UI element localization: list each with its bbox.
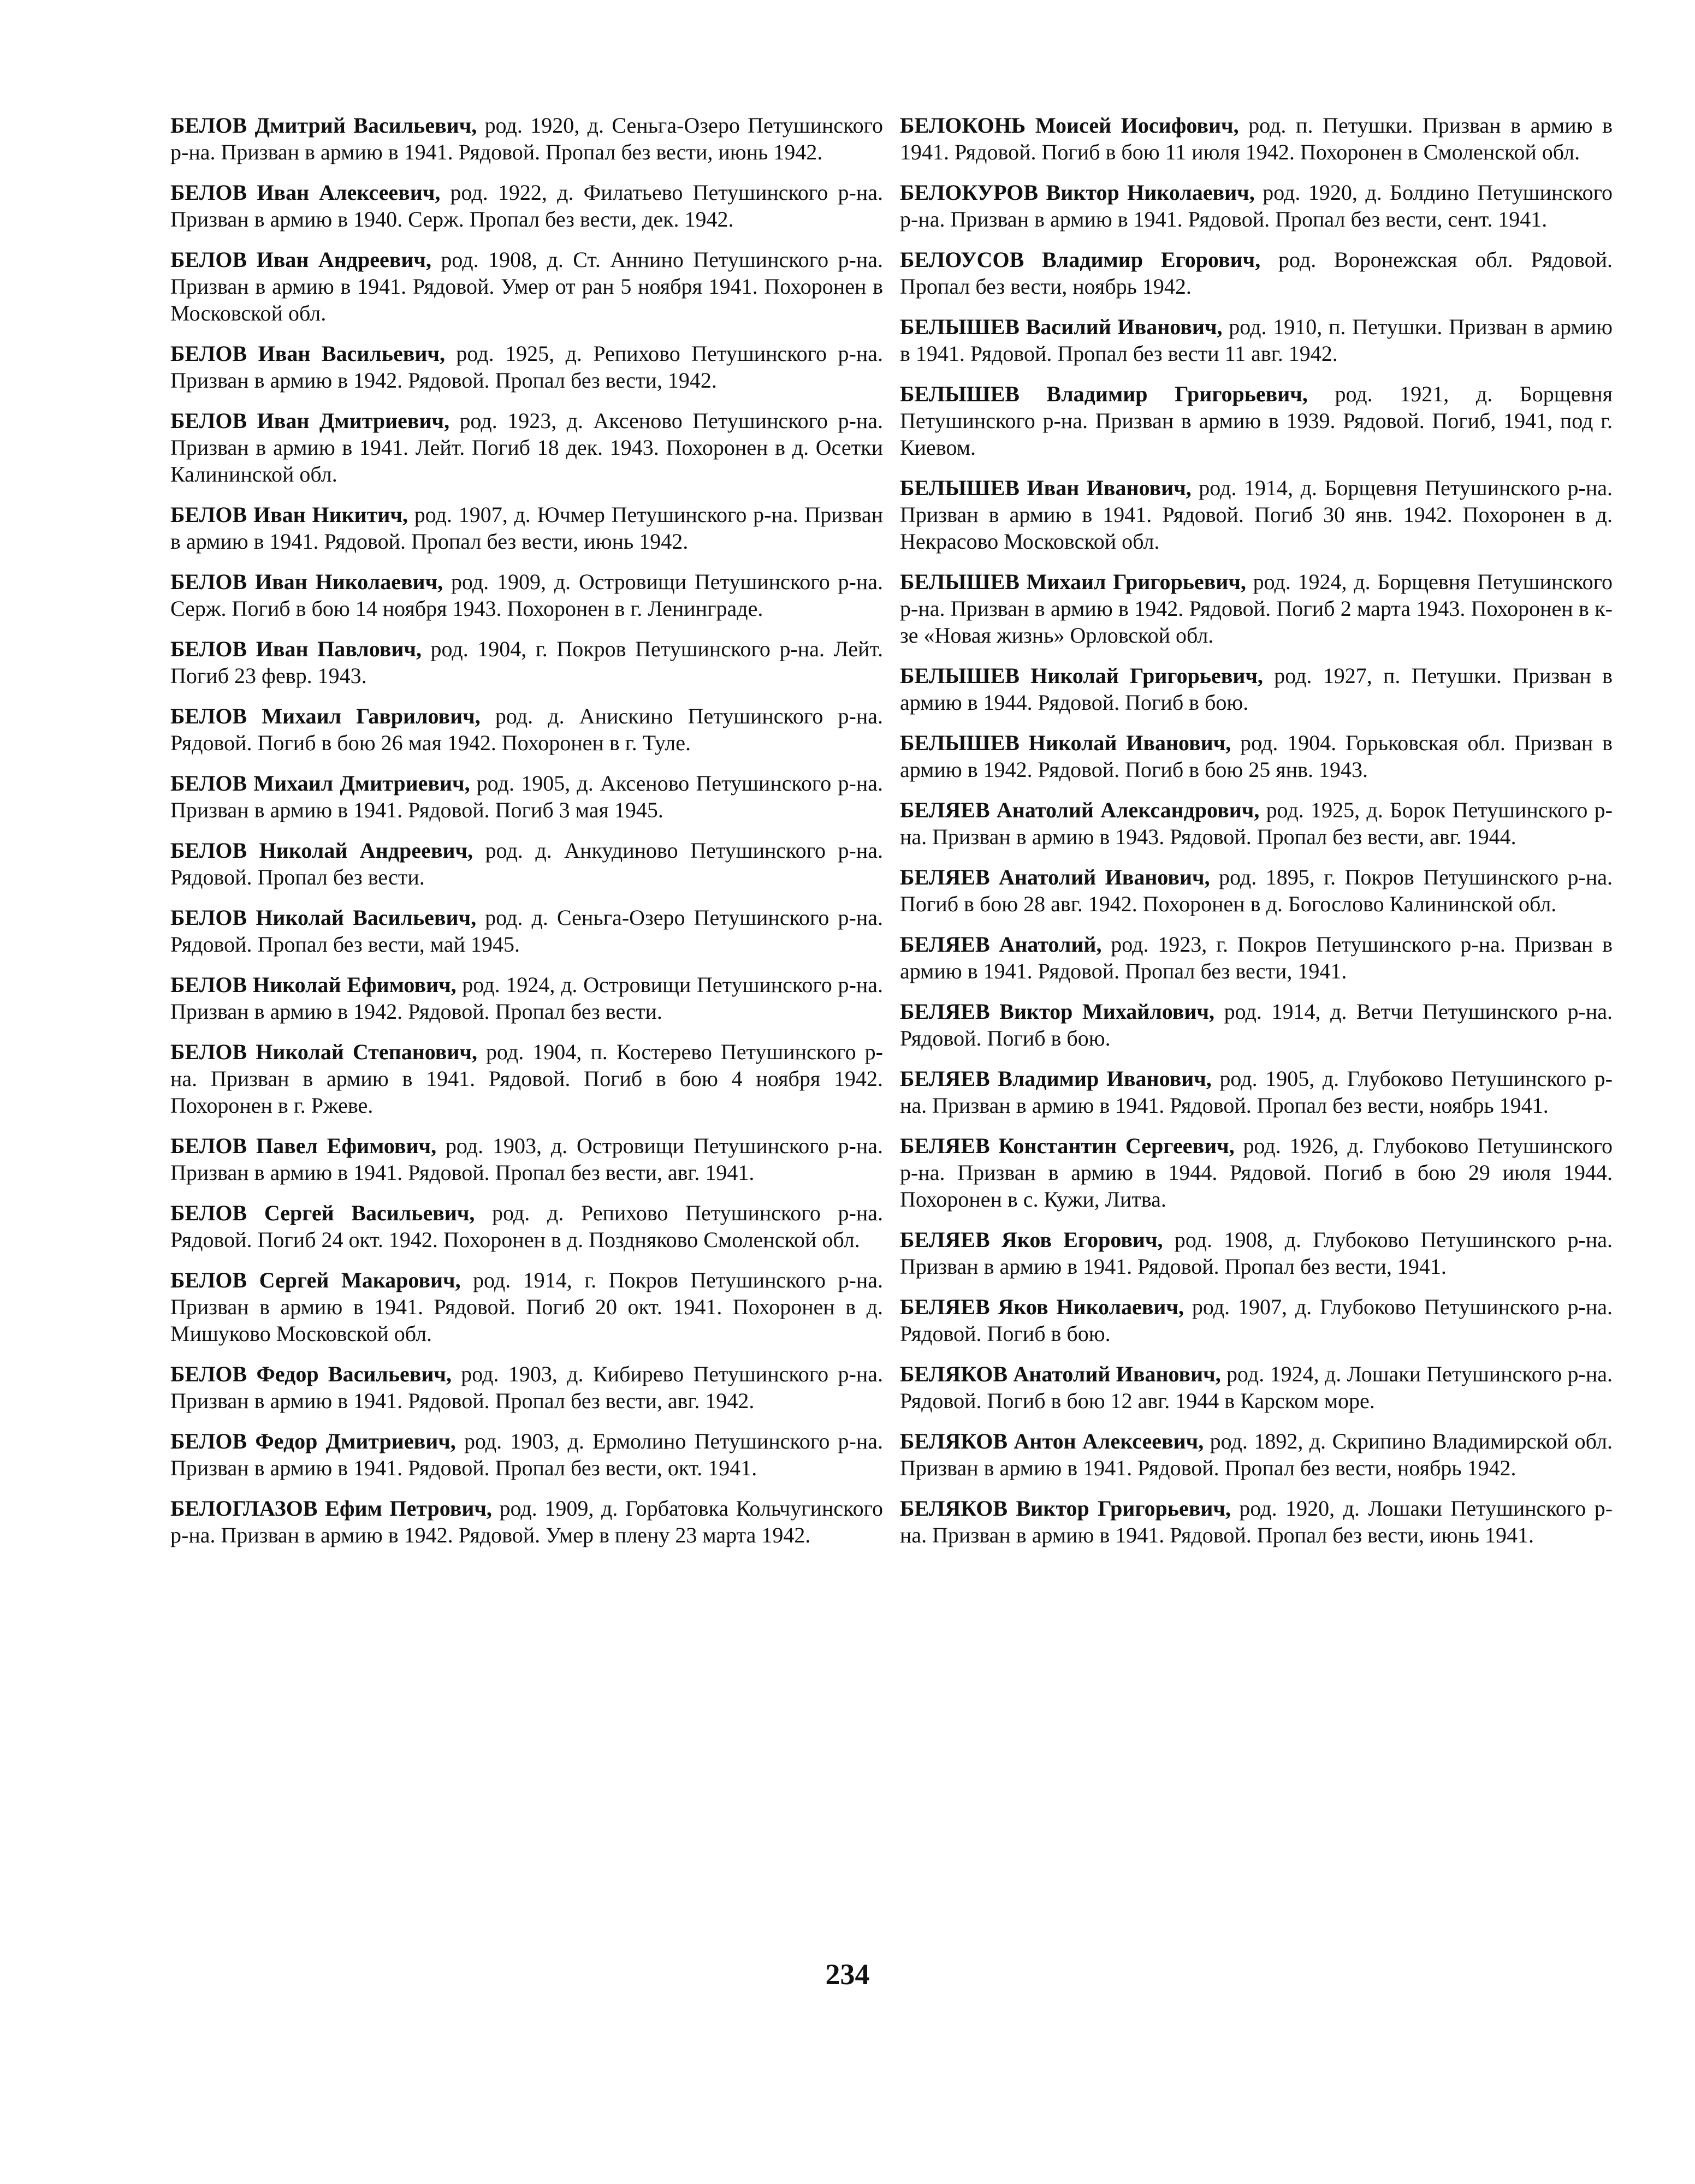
entry-name: БЕЛЫШЕВ Владимир Григорьевич, [900, 382, 1308, 406]
entry-text: род. 1908, д. Глубоково Петушинского р-на. Призван в армию в 1941. Рядовой. Пропал без вести, 1941. [900, 1227, 1613, 1279]
biographical-entry [900, 1428, 1613, 1481]
biographical-entry [170, 340, 883, 394]
entry-text: род. 1905, д. Глубоково Петушинского р-на. Призван в армию в 1941. Рядовой. Пропал без вести, ноябрь 1941. [900, 1066, 1613, 1118]
entry-text: род. 1903, д. Островищи Петушинского р-на. Призван в армию в 1941. Рядовой. Пропал без вести, авг. 1941. [170, 1133, 884, 1185]
entry-name: БЕЛОВ Николай Ефимович, [170, 972, 457, 997]
biographical-entry [900, 998, 1613, 1052]
entry-text: род. 1924, д. Лошаки Петушинского р-на. Рядовой. Погиб в бою 12 авг. 1944 в Карском море. [900, 1362, 1613, 1413]
entry-text: род. 1905, д. Аксеново Петушинского р-на. Призван в армию в 1941. Рядовой. Погиб 3 мая 1945. [170, 771, 883, 822]
entry-name: БЕЛОВ Иван Васильевич, [170, 341, 445, 366]
biographical-entry [900, 864, 1613, 917]
entry-text: род. 1920, д. Лошаки Петушинского р-на. Призван в армию в 1941. Рядовой. Пропал без вести, июнь 1941. [900, 1496, 1613, 1547]
entry-name: БЕЛОГЛАЗОВ Ефим Петрович, [170, 1496, 492, 1521]
entry-text: род. 1909, д. Островищи Петушинского р-на. Серж. Погиб в бою 14 ноября 1943. Похоронен в г. Ленинграде. [170, 569, 883, 621]
entry-text: род. 1904, г. Покров Петушинского р-на. Лейт. Погиб 23 февр. 1943. [170, 637, 884, 688]
biographical-entry [900, 381, 1613, 461]
entry-text: род. 1914, г. Покров Петушинского р-на. Призван в армию в 1941. Рядовой. Погиб 20 окт. 1941. Похоронен в д. Мишуково Московской обл. [170, 1268, 883, 1346]
biographical-entry [900, 662, 1613, 716]
entry-text: род. 1923, д. Аксеново Петушинского р-на. Призван в армию в 1941. Лейт. Погиб 18 дек. 1943. Похоронен в д. Осетки Калининской обл. [170, 408, 883, 486]
entry-text: род. 1904, п. Костерево Петушинского р-на. Призван в армию в 1941. Рядовой. Погиб в бою 4 ноября 1942. Похоронен в г. Ржеве. [170, 1040, 883, 1118]
entry-name: БЕЛОУСОВ Владимир Егорович, [900, 247, 1261, 272]
entry-text: род. 1895, г. Покров Петушинского р-на. Погиб в бою 28 авг. 1942. Похоронен в д. Богослово Калининской обл. [900, 865, 1613, 916]
entry-name: БЕЛЯЕВ Константин Сергеевич, [900, 1133, 1235, 1158]
biographical-entry [900, 313, 1613, 367]
biographical-entry [170, 1132, 883, 1186]
biographical-entry [900, 931, 1613, 984]
entry-name: БЕЛЯЕВ Владимир Иванович, [900, 1066, 1212, 1091]
entry-text: род. 1926, д. Глубоково Петушинского р-на. Призван в армию в 1944. Рядовой. Погиб в бою 29 июля 1944. Похоронен в с. Кужи, Литва. [900, 1133, 1613, 1212]
biographical-entry [170, 501, 883, 555]
entry-name: БЕЛОВ Михаил Дмитриевич, [170, 771, 470, 796]
entry-name: БЕЛЯКОВ Антон Алексеевич, [900, 1429, 1204, 1453]
entry-name: БЕЛЯЕВ Анатолий, [900, 932, 1102, 957]
entry-text: род. д. Анкудиново Петушинского р-на. Рядовой. Пропал без вести. [170, 838, 883, 889]
entry-name: БЕЛЫШЕВ Николай Иванович, [900, 731, 1231, 755]
entry-text: род. 1907, д. Ючмер Петушинского р-на. Призван в армию в 1941. Рядовой. Пропал без вести, июнь 1942. [170, 502, 883, 554]
biographical-entry [170, 636, 883, 689]
entry-name: БЕЛОВ Михаил Гаврилович, [170, 704, 481, 728]
entry-text: род. 1903, д. Ермолино Петушинского р-на. Призван в армию в 1941. Рядовой. Пропал без вести, окт. 1941. [170, 1429, 883, 1480]
entry-name: БЕЛОВ Николай Андреевич, [170, 838, 473, 863]
entry-name: БЕЛОВ Иван Никитич, [170, 502, 408, 527]
biographical-entry [170, 1038, 883, 1119]
entry-text: род. д. Анискино Петушинского р-на. Рядовой. Погиб в бою 26 мая 1942. Похоронен в г. Туле. [170, 704, 884, 755]
entry-text: род. 1925, д. Репихово Петушинского р-на. Призван в армию в 1942. Рядовой. Пропал без вести, 1942. [170, 341, 883, 393]
entry-text: род. 1909, д. Горбатовка Кольчугинского р-на. Призван в армию в 1942. Рядовой. Умер в плену 23 марта 1942. [170, 1496, 883, 1547]
biographical-entry [900, 1226, 1613, 1280]
entry-name: БЕЛЫШЕВ Василий Иванович, [900, 314, 1223, 339]
entry-name: БЕЛЯЕВ Яков Егорович, [900, 1227, 1163, 1252]
biographical-entry [900, 1065, 1613, 1119]
page-number: 234 [825, 1958, 870, 1991]
entry-name: БЕЛОКОНЬ Моисей Иосифович, [900, 113, 1239, 138]
entry-name: БЕЛОВ Сергей Макарович, [170, 1268, 461, 1292]
entry-text: род. 1910, п. Петушки. Призван в армию в 1941. Рядовой. Пропал без вести 11 авг. 1942. [900, 314, 1613, 366]
entry-name: БЕЛЫШЕВ Николай Григорьевич, [900, 663, 1263, 688]
biographical-entry [170, 703, 883, 756]
biographical-entry [900, 1132, 1613, 1213]
entry-name: БЕЛОВ Федор Васильевич, [170, 1362, 452, 1386]
entry-text: род. 1907, д. Глубоково Петушинского р-на. Рядовой. Погиб в бою. [900, 1295, 1613, 1346]
entry-name: БЕЛОВ Иван Павлович, [170, 637, 422, 661]
biographical-entry [170, 1361, 883, 1414]
entry-text: род. д. Сеньга-Озеро Петушинского р-на. Рядовой. Пропал без вести, май 1945. [170, 905, 883, 957]
entry-name: БЕЛОКУРОВ Виктор Николаевич, [900, 180, 1255, 205]
entry-name: БЕЛОВ Иван Николаевич, [170, 569, 443, 594]
entry-name: БЕЛОВ Федор Дмитриевич, [170, 1429, 456, 1453]
entry-name: БЕЛОВ Николай Васильевич, [170, 905, 477, 930]
biographical-entry [170, 112, 883, 165]
biographical-entry [900, 112, 1613, 165]
entry-name: БЕЛЯКОВ Виктор Григорьевич, [900, 1496, 1231, 1521]
entry-name: БЕЛЯЕВ Виктор Михайлович, [900, 999, 1215, 1024]
entry-name: БЕЛОВ Сергей Васильевич, [170, 1201, 475, 1225]
biographical-entry [900, 1495, 1613, 1548]
entry-name: БЕЛОВ Иван Дмитриевич, [170, 408, 450, 433]
biographical-entry [170, 971, 883, 1025]
entry-name: БЕЛЫШЕВ Михаил Григорьевич, [900, 569, 1246, 594]
biographical-entry [170, 407, 883, 488]
biographical-entry [900, 797, 1613, 850]
entry-name: БЕЛОВ Дмитрий Васильевич, [170, 113, 477, 138]
entry-text: род. 1904. Горьковская обл. Призван в армию в 1942. Рядовой. Погиб в бою 25 янв. 1943. [900, 731, 1613, 782]
entry-text: род. 1914, д. Ветчи Петушинского р-на. Рядовой. Погиб в бою. [900, 999, 1613, 1051]
entry-text: род. п. Петушки. Призван в армию в 1941. Рядовой. Погиб в бою 11 июля 1942. Похоронен в Смоленской обл. [900, 113, 1613, 164]
entry-text: род. 1920, д. Сеньга-Озеро Петушинского р-на. Призван в армию в 1941. Рядовой. Пропал без вести, июнь 1942. [170, 113, 883, 164]
entry-text: род. 1924, д. Островищи Петушинского р-на. Призван в армию в 1942. Рядовой. Пропал без вести. [170, 972, 883, 1024]
biographical-entry [900, 474, 1613, 555]
biographical-entry [900, 729, 1613, 783]
entry-name: БЕЛЯЕВ Анатолий Иванович, [900, 865, 1210, 889]
biographical-entry [170, 1428, 883, 1481]
biographical-entry [170, 770, 883, 823]
entry-text: род. 1927, п. Петушки. Призван в армию в 1944. Рядовой. Погиб в бою. [900, 663, 1613, 715]
biographical-entry [900, 179, 1613, 233]
entry-name: БЕЛОВ Николай Степанович, [170, 1040, 477, 1064]
entry-text: род. 1903, д. Кибирево Петушинского р-на. Призван в армию в 1941. Рядовой. Пропал без вести, авг. 1942. [170, 1362, 883, 1413]
entry-text: род. 1892, д. Скрипино Владимирской обл. Призван в армию в 1941. Рядовой. Пропал без вести, ноябрь 1942. [900, 1429, 1613, 1480]
biographical-entry [170, 246, 883, 327]
biographical-entry [170, 1200, 883, 1253]
left-column [170, 112, 883, 1562]
entry-name: БЕЛОВ Иван Алексеевич, [170, 180, 441, 205]
entry-text: род. 1914, д. Борщевня Петушинского р-на. Призван в армию в 1941. Рядовой. Погиб 30 янв. 1942. Похоронен в д. Некрасово Московской обл. [900, 476, 1613, 554]
biographical-entry [900, 1293, 1613, 1347]
entry-name: БЕЛЯКОВ Анатолий Иванович, [900, 1362, 1221, 1386]
biographical-entry [900, 1361, 1613, 1414]
entry-text: род. 1924, д. Борщевня Петушинского р-на. Призван в армию в 1942. Рядовой. Погиб 2 марта 1943. Похоронен в к-зе «Новая жизнь» Орловской обл. [900, 569, 1613, 648]
biographical-entry [170, 1495, 883, 1548]
entry-text: род. 1908, д. Ст. Аннино Петушинского р-на. Призван в армию в 1941. Рядовой. Умер от ран 5 ноября 1941. Похоронен в Московской обл. [170, 247, 883, 325]
entry-name: БЕЛЫШЕВ Иван Иванович, [900, 476, 1192, 500]
biographical-entry [900, 568, 1613, 649]
entry-name: БЕЛОВ Иван Андреевич, [170, 247, 431, 272]
biographical-entry [170, 1267, 883, 1347]
entry-name: БЕЛОВ Павел Ефимович, [170, 1133, 437, 1158]
entry-text: род. 1923, г. Покров Петушинского р-на. Призван в армию в 1941. Рядовой. Пропал без вести, 1941. [900, 932, 1613, 983]
entry-text: род. 1922, д. Филатьево Петушинского р-на. Призван в армию в 1940. Серж. Пропал без вести, дек. 1942. [170, 180, 883, 232]
biographical-entry [170, 904, 883, 958]
right-column [900, 112, 1613, 1562]
biographical-entry [170, 179, 883, 233]
entry-name: БЕЛЯЕВ Яков Николаевич, [900, 1295, 1184, 1319]
entry-text: род. 1925, д. Борок Петушинского р-на. Призван в армию в 1943. Рядовой. Пропал без вести, авг. 1944. [900, 798, 1613, 849]
biographical-entry [170, 837, 883, 891]
biographical-entry [900, 246, 1613, 300]
entry-name: БЕЛЯЕВ Анатолий Александрович, [900, 798, 1260, 822]
entry-text: род. 1920, д. Болдино Петушинского р-на. Призван в армию в 1941. Рядовой. Пропал без вести, сент. 1941. [900, 180, 1613, 232]
entry-text: род. 1921, д. Борщевня Петушинского р-на. Призван в армию в 1939. Рядовой. Погиб, 1941, под г. Киевом. [900, 382, 1613, 460]
entry-text: род. Воронежская обл. Рядовой. Пропал без вести, ноябрь 1942. [900, 247, 1613, 299]
entry-text: род. д. Репихово Петушинского р-на. Рядовой. Погиб 24 окт. 1942. Похоронен в д. Поздняково Смоленской обл. [170, 1201, 883, 1252]
biographical-entry [170, 568, 883, 622]
